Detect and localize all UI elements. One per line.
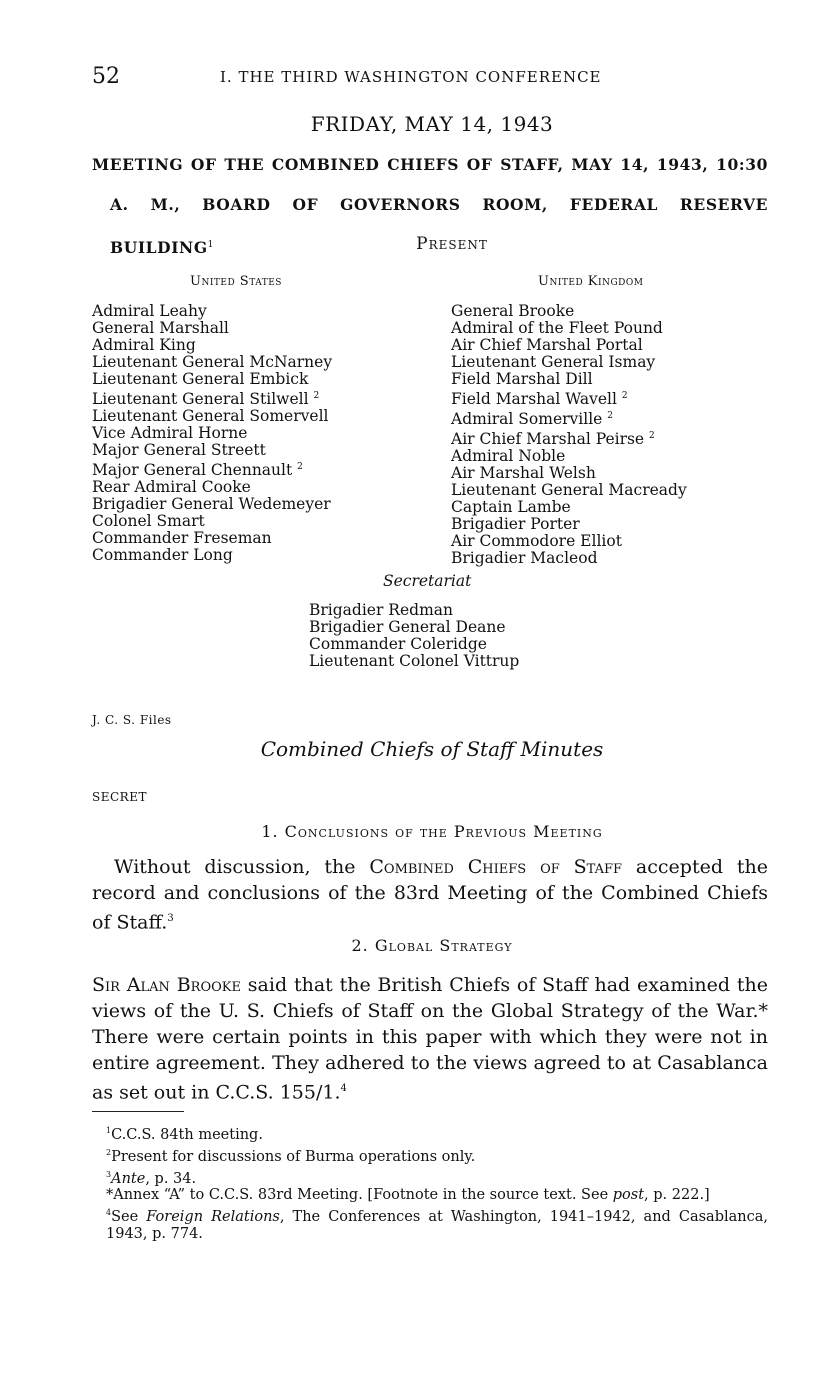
footnote-ref: 4 [340,1083,347,1094]
footnote-ref: 2 [297,462,303,473]
us-attendee-list [92,303,332,564]
footnote-mark: 4 [106,1208,112,1218]
date-heading [0,112,824,136]
date-heading-text: FRIDAY, MAY 14, 1943 [310,112,554,136]
footnote-italic: Ante [111,1170,146,1187]
attendee-uk [451,337,687,354]
attendee-uk [451,448,687,465]
section-1-text-a: Without discussion, the [114,856,370,878]
attendee-us [92,459,332,479]
footnote-text: , p. 34. [145,1170,197,1187]
attendee-name: Lieutenant General Stilwell [92,390,309,409]
attendee-name: Lieutenant General Embick [92,370,309,388]
attendee-name: Admiral Noble [451,447,566,466]
attendee-name: Lieutenant General Macready [451,481,687,500]
attendee-uk [451,550,687,567]
footnote-ref: 2 [607,411,614,422]
attendee-us [92,513,332,530]
section-1-heading: 1. Conclusions of the Previous Meeting [261,822,603,841]
attendee-name: Field Marshal Wavell [451,390,617,409]
attendee-us [92,320,332,337]
classification-marking: SECRET [92,790,147,804]
attendee-us [92,442,332,459]
footnotes [92,1122,768,1243]
section-1-text-b: accepted the record and conclusions of the 83rd Meeting of the Combined Chiefs of Staff. [92,856,768,934]
secretariat-member: Commander Coleridge [309,635,487,653]
section-2-paragraph [92,972,768,1105]
footnote-ref: 3 [167,913,174,924]
attendee-name: Air Chief Marshal Portal [451,336,643,354]
attendee-name: General Brooke [451,302,575,320]
attendee-us [92,388,332,408]
attendee-name: Major General Chennault [92,461,293,480]
footnote-text: C.C.S. 84th meeting. [111,1126,263,1143]
attendee-uk [451,354,687,371]
footnote-mark: 1 [106,1126,112,1135]
attendee-name: Brigadier Macleod [451,549,598,568]
attendee-uk [451,465,687,482]
footnote-ref: 2 [649,431,655,442]
attendee-us [92,530,332,547]
footnote-text: Present for discussions of Burma operations only. [111,1148,476,1165]
attendee-us [92,547,332,564]
attendee-us [92,479,332,496]
attendee-name: Lieutenant General Somervell [92,407,329,426]
section-1-paragraph [92,854,768,935]
attendee-name: Admiral of the Fleet Pound [451,319,663,337]
section-2-smallcaps: Sir Alan Brooke [92,974,241,996]
attendee-uk [451,499,687,516]
footnote-mark: 2 [106,1147,112,1157]
attendee-name: Air Marshal Welsh [451,464,596,483]
footnote-2 [92,1144,768,1166]
attendee-name: Brigadier General Wedemeyer [92,495,331,514]
attendee-name: Field Marshal Dill [451,370,593,388]
attendee-uk [451,388,687,408]
meeting-heading-line-3-text: BUILDING [110,238,208,258]
attendee-name: Lieutenant General McNarney [92,353,333,371]
attendee-name: Brigadier Porter [451,515,580,534]
footnote-text: See [111,1209,147,1226]
section-2-text-b: There were certain points in this paper with which they were not in entire agreement. They adhered to the views agreed to at Casablanca as set out in C.C.S. 155/1. [92,1026,768,1104]
source-note: J. C. S. Files [92,713,172,727]
secretariat-member: Lieutenant Colonel Vittrup [309,652,520,670]
footnote-mark: 3 [106,1169,112,1179]
meeting-heading-line-1: MEETING OF THE COMBINED CHIEFS OF STAFF, MAY 14, 1943, 10:30 [92,155,768,174]
attendee-us [92,354,332,371]
footnote-italic: Foreign Relations [146,1209,280,1226]
attendee-uk [451,482,687,499]
attendee-uk [451,408,687,428]
attendee-name: Commander Long [92,546,233,565]
footnote-italic: post [612,1187,645,1204]
attendee-name: Commander Freseman [92,529,272,548]
footnote-divider [92,1111,184,1112]
page-number: 52 [92,64,120,89]
secretariat-heading: Secretariat [383,572,472,590]
attendee-uk [451,516,687,533]
attendee-us [92,408,332,425]
footnote-ref: 2 [313,391,320,401]
attendee-name: Major General Streett [92,441,266,460]
attendee-name: Rear Admiral Cooke [92,478,251,497]
us-column-heading: United States [190,274,282,289]
meeting-heading-line-2: A. M., BOARD OF GOVERNORS ROOM, FEDERAL RESERVE [110,195,768,214]
footnote-ref: 2 [621,391,628,401]
section-1-smallcaps: Combined Chiefs of Staff [369,856,623,878]
footnote-mark: * [106,1187,114,1204]
secretariat-member: Brigadier General Deane [309,618,506,636]
footnote-3 [92,1166,768,1188]
attendee-uk [451,371,687,388]
attendee-uk [451,428,687,448]
attendee-name: Admiral Leahy [92,302,207,320]
attendee-us [92,337,332,354]
attendee-name: Admiral King [92,336,196,354]
section-2-heading: 2. Global Strategy [351,936,513,955]
footnote-star [92,1187,768,1204]
document-title: Combined Chiefs of Staff Minutes [260,737,604,761]
secretariat-member: Brigadier Redman [309,601,453,619]
attendee-name: Air Commodore Elliot [451,532,622,551]
attendee-us [92,371,332,388]
footnote-text: Annex “A” to C.C.S. 83rd Meeting. [Footnote in the source text. See [113,1187,613,1204]
section-2-text-a: said that the British Chiefs of Staff had examined the views of the U. S. Chiefs of Staff on the Global Strategy of the War.* [92,974,769,1022]
attendee-us [92,303,332,320]
present-heading: Present [416,234,488,254]
attendee-name: Vice Admiral Horne [92,424,248,443]
attendee-name: Lieutenant General Ismay [451,353,656,371]
footnote-text: , The Conferences at Washington, 1941–1942, and Casablanca, 1943, p. 774. [106,1209,768,1243]
secretariat-list [309,602,519,670]
running-head [92,64,768,94]
running-title: I. THE THIRD WASHINGTON CONFERENCE [220,68,602,86]
attendee-uk [451,320,687,337]
uk-attendee-list [451,303,687,567]
attendee-name: Colonel Smart [92,512,205,531]
footnote-4 [92,1204,768,1243]
attendee-uk [451,533,687,550]
attendee-name: Air Chief Marshal Peirse [451,430,645,449]
attendee-uk [451,303,687,320]
attendee-us [92,496,332,513]
footnote-1 [92,1122,768,1144]
uk-column-heading: United Kingdom [538,274,644,289]
footnote-text: , p. 222.] [644,1187,710,1204]
attendee-name: Admiral Somerville [451,410,603,429]
attendee-name: General Marshall [92,319,229,337]
attendee-us [92,425,332,442]
attendee-name: Captain Lambe [451,498,571,517]
footnote-ref: 1 [207,240,214,250]
